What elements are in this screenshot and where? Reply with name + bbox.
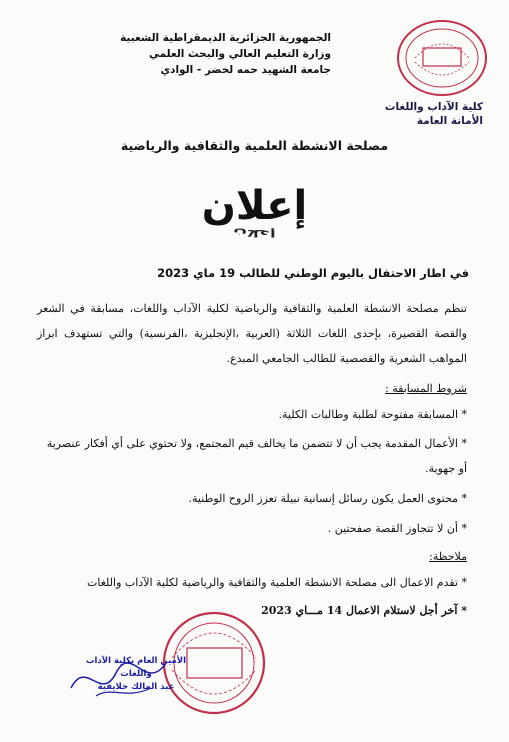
institution-header <box>91 30 331 78</box>
announcement-subject: في اطار الاحتفال باليوم الوطني للطالب 19 ماي 2023 <box>157 266 469 280</box>
signatory-name: عبد المالك خلايفية <box>97 682 175 692</box>
faculty-name: كلية الآداب واللغات <box>384 101 483 113</box>
notes-title: ملاحظة: <box>429 550 467 563</box>
condition-item: * الأعمال المقدمة يجب أن لا تتضمن ما يخالف قيم المجتمع، ولا تحتوي على أي أفكار عنصرية أو جهوية. <box>46 437 467 475</box>
note-item: * تقدم الاعمال الى مصلحة الانشطة العلمية والثقافية والرياضية لكلية الآداب واللغات <box>87 576 467 589</box>
condition-item: * محتوى العمل يكون رسائل إنسانية نبيلة تعزز الروح الوطنية. <box>188 492 467 505</box>
signatory-block <box>76 655 196 694</box>
announcement-title-reflection: إعلان <box>233 227 276 240</box>
university-seal-top <box>395 18 490 98</box>
header-line-ministry: وزارة التعليم العالي والبحث العلمي <box>148 48 331 60</box>
faculty-block <box>385 100 483 128</box>
signatory-title: الأمين العام بكلية الآداب واللغات <box>85 656 187 679</box>
intro-paragraph: تنظم مصلحة الانشطة العلمية والثقافية والرياضية لكلية الآداب واللغات، مسابقة في الشعر والقصة القصيرة، بإحدى اللغات الثلاثة (العربية ،الإنجليزية ،الفرنسية) والتي تستهدف ابراز المواهب الشعرية والقصصية للطالب الجامعي المبدع. <box>37 302 467 365</box>
deadline-note: * آخر أجل لاستلام الاعمال 14 مـــاي 2023 <box>261 604 467 617</box>
condition-item: * أن لا تتجاوز القصة صفحتين . <box>327 522 467 535</box>
condition-item: * المسابقة مفتوحة لطلبة وطالبات الكلية. <box>278 408 467 421</box>
conditions-title: شروط المسابقة : <box>385 382 467 395</box>
general-secretariat: الأمانة العامة <box>416 115 483 127</box>
header-line-republic: الجمهورية الجزائرية الديمقراطية الشعبية <box>120 32 331 44</box>
service-title: مصلحة الانشطة العلمية والثقافية والرياضية <box>120 138 389 153</box>
header-line-university: جامعة الشهيد حمه لخضر - الوادي <box>160 64 331 76</box>
announcement-title: إعلان <box>201 183 308 229</box>
